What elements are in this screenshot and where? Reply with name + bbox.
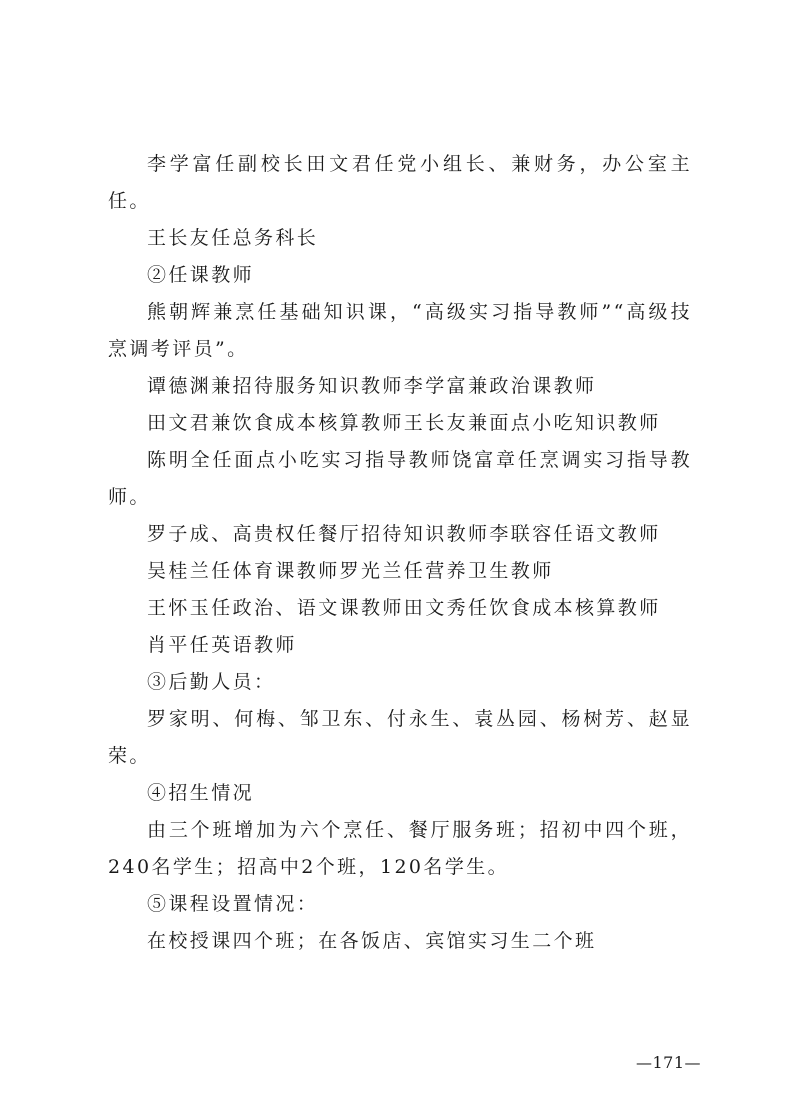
paragraph-line: 240名学生；招高中2个班，120名学生。 bbox=[108, 856, 510, 878]
paragraph-line: 王怀玉任政治、语文课教师田文秀任饮食成本核算教师 bbox=[147, 597, 661, 619]
section-heading: ④招生情况 bbox=[147, 782, 255, 804]
section-heading: ②任课教师 bbox=[147, 264, 255, 286]
paragraph-line: 任。 bbox=[108, 190, 151, 212]
section-heading: ⑤课程设置情况： bbox=[147, 893, 319, 915]
paragraph-line: 罗子成、高贵权任餐厅招待知识教师李联容任语文教师 bbox=[147, 523, 661, 545]
paragraph-line: 罗家明、何梅、邹卫东、付永生、袁丛园、杨树芳、赵显 bbox=[147, 708, 692, 730]
paragraph-line: 在校授课四个班；在各饭店、宾馆实习生二个班 bbox=[147, 930, 597, 952]
page-number: —171— bbox=[636, 1053, 702, 1072]
paragraph-line: 师。 bbox=[108, 486, 151, 508]
paragraph-line: 由三个班增加为六个烹任、餐厅服务班；招初中四个班， bbox=[147, 819, 692, 841]
section-heading: ③后勤人员： bbox=[147, 671, 276, 693]
paragraph-line: 熊朝辉兼烹任基础知识课，“高级实习指导教师”“高级技 bbox=[147, 301, 692, 323]
paragraph-line: 谭德渊兼招待服务知识教师李学富兼政治课教师 bbox=[147, 375, 597, 397]
paragraph-line: 荣。 bbox=[108, 745, 151, 767]
paragraph-line: 烹调考评员”。 bbox=[108, 338, 249, 360]
paragraph-line: 王长友任总务科长 bbox=[147, 227, 319, 249]
paragraph-line: 陈明全任面点小吃实习指导教师饶富章任烹调实习指导教 bbox=[147, 449, 692, 471]
body-text bbox=[108, 146, 692, 960]
paragraph-line: 田文君兼饮食成本核算教师王长友兼面点小吃知识教师 bbox=[147, 412, 661, 434]
paragraph-line: 李学富任副校长田文君任党小组长、兼财务，办公室主 bbox=[147, 153, 692, 175]
paragraph-line: 肖平任英语教师 bbox=[147, 634, 297, 656]
paragraph-line: 吴桂兰任体育课教师罗光兰任营养卫生教师 bbox=[147, 560, 554, 582]
